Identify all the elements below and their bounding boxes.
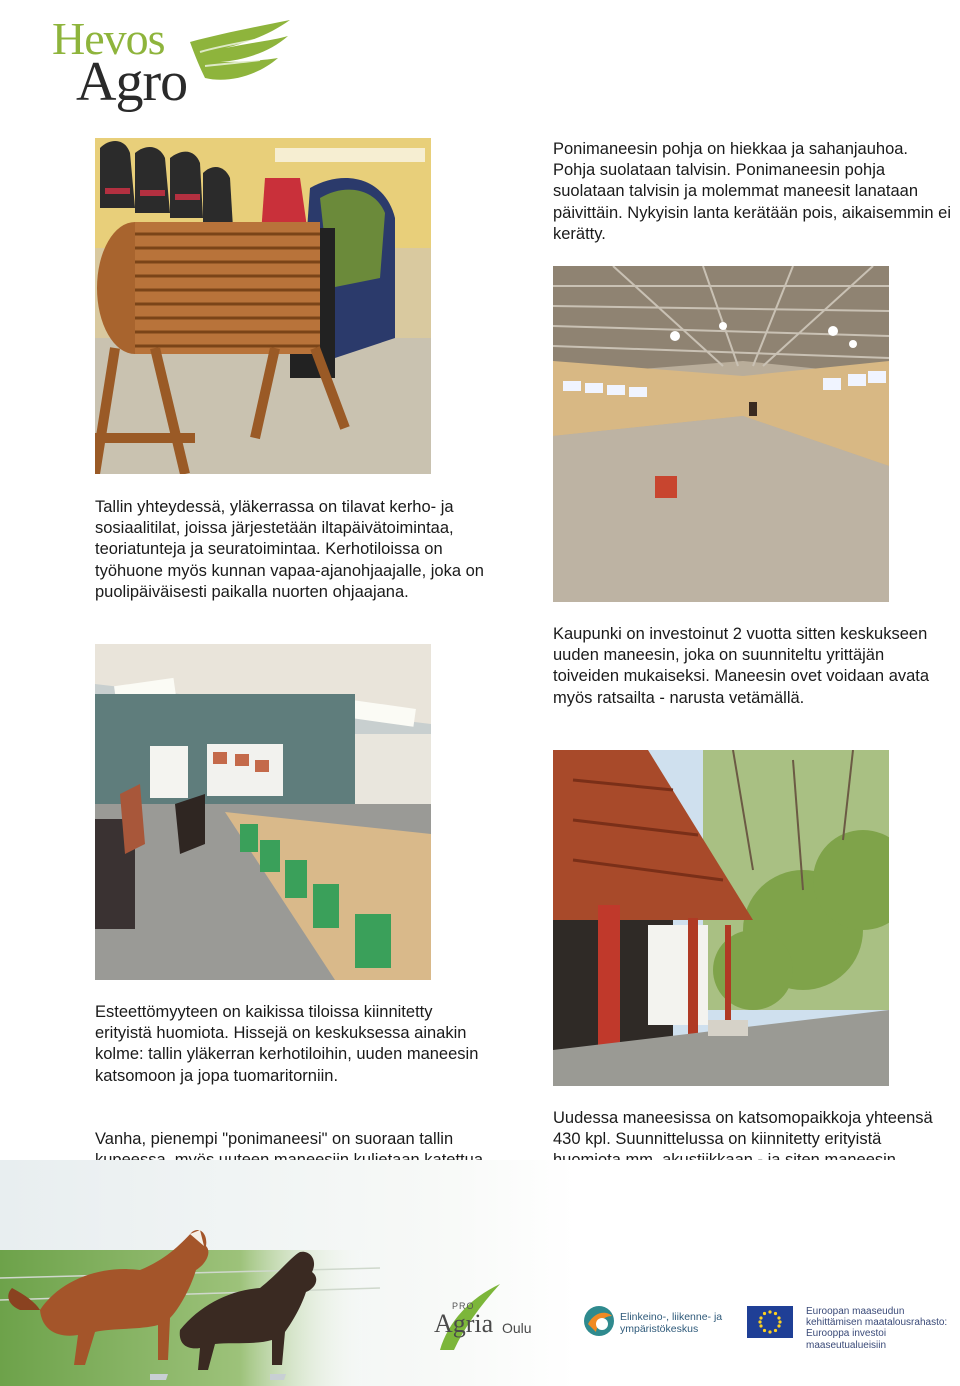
paragraph-ponimaneesi-pohja: Ponimaneesin pohja on hiekkaa ja sahanjauhoa. Pohja suolataan talvisin. Ponimaneesin pohja suolataan talvisin ja molemmat maneesit lanataan päivittäin. Nykyisin lanta kerätään pois, aikaisemmin ei kerätty. (553, 140, 952, 243)
ely-keskus-icon (582, 1304, 616, 1338)
proagria-pro-label: PRO (452, 1301, 475, 1311)
photo-covered-walkway (553, 750, 889, 1086)
ely-line-2: ympäristökeskus (620, 1323, 699, 1335)
proagria-name: Agria (434, 1309, 494, 1338)
logo-word-hevos: Hevos (52, 13, 165, 64)
logo-word-agro: Agro (76, 51, 188, 113)
eu-line-2: kehittämisen maatalousrahasto: (806, 1317, 948, 1328)
photo-clubroom (95, 644, 431, 980)
paragraph-kerhotilat: Tallin yhteydessä, yläkerrassa on tilavat kerho- ja sosiaalitilat, joissa järjestetään iltapäivätoimintaa, teoriatunteja ja seuratoimintaa. Kerhotiloissa on työhuone myös kunnan vapaa-ajanohjaajalle, joka on puolipäiväisesti paikalla nuorten ohjaajana. (95, 498, 484, 601)
horses-pasture-image (0, 1160, 960, 1386)
eu-line-1: Euroopan maaseudun (806, 1306, 905, 1317)
paragraph-ponimaneesi-vanha: Vanha, pienempi "ponimaneesi" on suoraan tallin (95, 1130, 454, 1148)
paragraph-esteettomyys: Esteettömyyteen on kaikissa tiloissa kiinnitetty erityistä huomiota. Hissejä on keskuksessa ainakin kolme: tallin yläkerran kerhotiloihin, uuden maneesin katsomoon ja jopa tuomaritorniin. (95, 1003, 479, 1085)
proagria-region: Oulu (502, 1320, 532, 1336)
paragraph-katsomopaikat: Uudessa maneesissa on katsomopaikkoja yhteensä 430 kpl. Suunnittelussa on kiinnitetty erityistä (553, 1109, 933, 1149)
footer (0, 1160, 960, 1386)
eu-line-3: Eurooppa investoi maaseutualueisiin (806, 1328, 887, 1351)
hevosagro-logo (50, 12, 300, 112)
eu-flag-icon (747, 1306, 793, 1338)
photo-riding-arena (553, 266, 889, 602)
ely-line-1: Elinkeino-, liikenne- ja (620, 1311, 723, 1323)
paragraph-investointi: Kaupunki on investoinut 2 vuotta sitten keskukseen uuden maneesin, joka on suunniteltu yrittäjän toiveiden mukaiseksi. Maneesin ovet voidaan avata myös ratsailta - narusta vetämällä. (553, 625, 930, 707)
photo-saddle-room (95, 138, 431, 474)
